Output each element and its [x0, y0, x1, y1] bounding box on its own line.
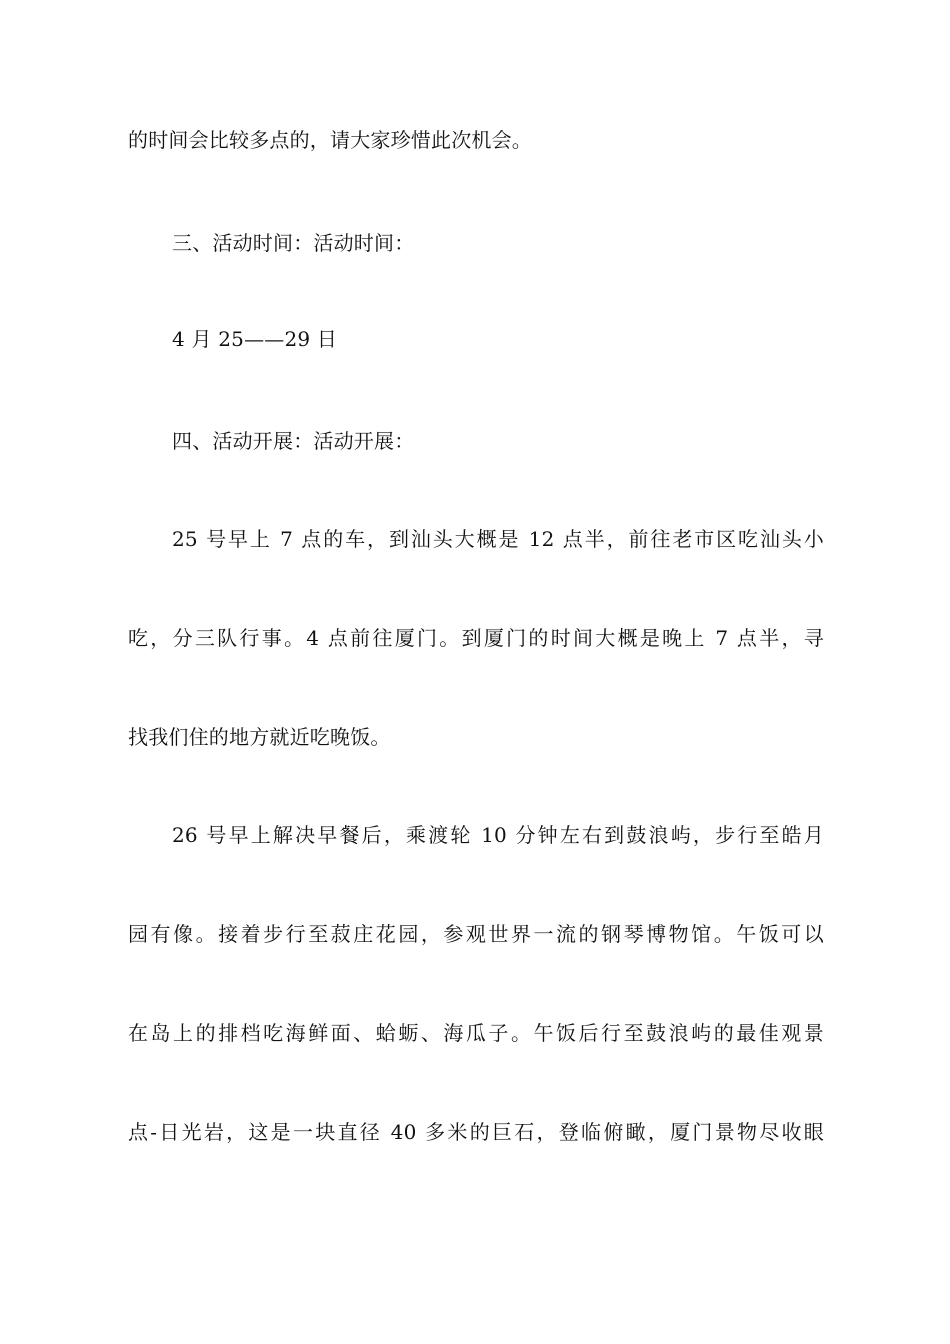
paragraph-line: 的时间会比较多点的，请大家珍惜此次机会。	[128, 128, 532, 152]
paragraph-line: 找我们住的地方就近吃晚饭。	[128, 725, 391, 749]
paragraph-line: 26 号早上解决早餐后，乘渡轮 10 分钟左右到鼓浪屿，步行至皓月	[172, 823, 824, 847]
paragraph-line: 园有像。接着步行至菽庄花园，参观世界一流的钢琴博物馆。午饭可以	[128, 922, 824, 946]
paragraph-line: 点-日光岩，这是一块直径 40 多米的巨石，登临俯瞰，厦门景物尽收眼	[128, 1120, 824, 1144]
section-heading-activity-time: 三、活动时间：活动时间：	[172, 231, 415, 255]
paragraph-line: 在岛上的排档吃海鲜面、蛤蛎、海瓜子。午饭后行至鼓浪屿的最佳观景	[128, 1021, 824, 1045]
activity-date: 4 月 25——29 日	[172, 327, 338, 351]
paragraph-line: 25 号早上 7 点的车，到汕头大概是 12 点半，前往老市区吃汕头小	[172, 527, 824, 551]
section-heading-activity-plan: 四、活动开展：活动开展：	[172, 429, 415, 453]
paragraph-line: 吃，分三队行事。4 点前往厦门。到厦门的时间大概是晚上 7 点半，寻	[128, 626, 824, 650]
